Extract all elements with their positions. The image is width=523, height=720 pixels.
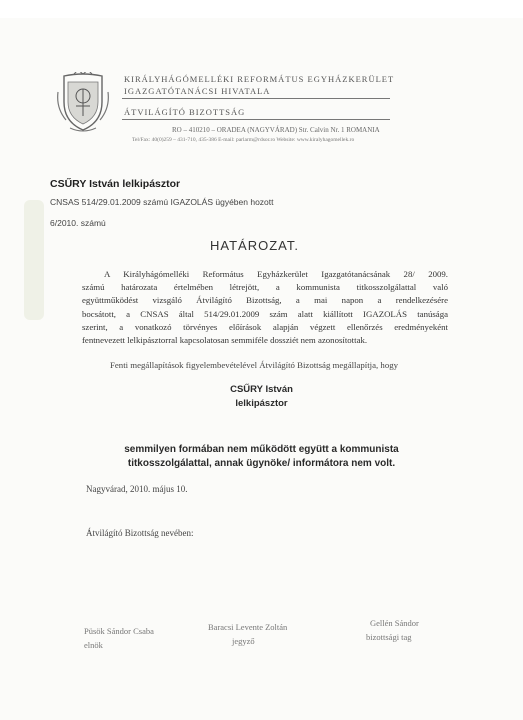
finding-sentence: Fenti megállapítások figyelembevételével Átvilágító Bizottság megállapítja, hogy: [110, 360, 399, 370]
body-paragraph: [82, 268, 448, 347]
paragraph-line: szerint, a vonatkozó törvényes előírások alapján végzett ellenőrzés eredményeként: [82, 321, 448, 332]
paragraph-line: számú határozata értelmében létrejött, a kommunista titkosszolgálattal való: [82, 282, 448, 293]
signatory-role: elnök: [84, 640, 103, 650]
org-name-line2: IGAZGATÓTANÁCSI HIVATALA: [124, 86, 271, 96]
paper-stain: [24, 200, 44, 320]
place-date: Nagyvárad, 2010. május 10.: [86, 484, 188, 494]
paragraph-line: együttműködést vizsgáló Átvilágító Bizottság, a mai napon a rendelkezésére: [82, 295, 448, 306]
contact-info: Tel/Fax: 40(0)259 – 431-710, 435-386 E-mail: parlarm@rdsor.ro Website: www.kiralyhagomellek.ro: [132, 137, 355, 143]
paragraph-line: fentnevezett lelkipásztorral kapcsolatosan semmiféle dossziét nem azonosítottak.: [82, 335, 368, 346]
document-title: HATÁROZAT.: [210, 238, 299, 253]
paragraph-line: bocsátott, a CNSAS által 514/29.01.2009 szám alatt kiállított IGAZOLÁS tanúsága: [82, 308, 448, 319]
reference-line: CNSAS 514/29.01.2009 számú IGAZOLÁS ügyében hozott: [50, 197, 274, 207]
header-divider: [122, 119, 390, 120]
person-name: CSŰRY István: [230, 384, 293, 395]
org-name-line1: KIRÁLYHÁGÓMELLÉKI REFORMÁTUS EGYHÁZKERÜLET: [124, 74, 395, 84]
subject-name: CSŰRY István lelkipásztor: [50, 178, 181, 190]
postal-address: RO – 410210 – ORADEA (NAGYVÁRAD) Str. Calvin Nr. 1 ROMANIA: [172, 126, 380, 134]
decision-line: semmilyen formában nem működött együtt a kommunista: [124, 444, 399, 455]
coat-of-arms-logo: [56, 72, 110, 134]
decision-number: 6/2010. számú: [50, 218, 106, 228]
person-role: lelkipásztor: [235, 398, 288, 409]
on-behalf-label: Átvilágító Bizottság nevében:: [86, 528, 194, 538]
committee-name: ÁTVILÁGÍTÓ BIZOTTSÁG: [124, 107, 246, 117]
decision-line: titkosszolgálattal, annak ügynöke/ informátora nem volt.: [127, 458, 396, 469]
signatory-role: jegyző: [232, 636, 255, 646]
signatory-role: bizottsági tag: [366, 632, 412, 642]
header-divider: [122, 98, 390, 99]
signatory-name: Baracsi Levente Zoltán: [208, 622, 288, 632]
signatory-name: Gellén Sándor: [370, 618, 419, 628]
paragraph-line: A Királyhágómelléki Református Egyházkerület Igazgatótanácsának 28/ 2009.: [104, 269, 448, 279]
scan-edge: [0, 0, 523, 18]
signatory-name: Püsök Sándor Csaba: [84, 626, 154, 636]
